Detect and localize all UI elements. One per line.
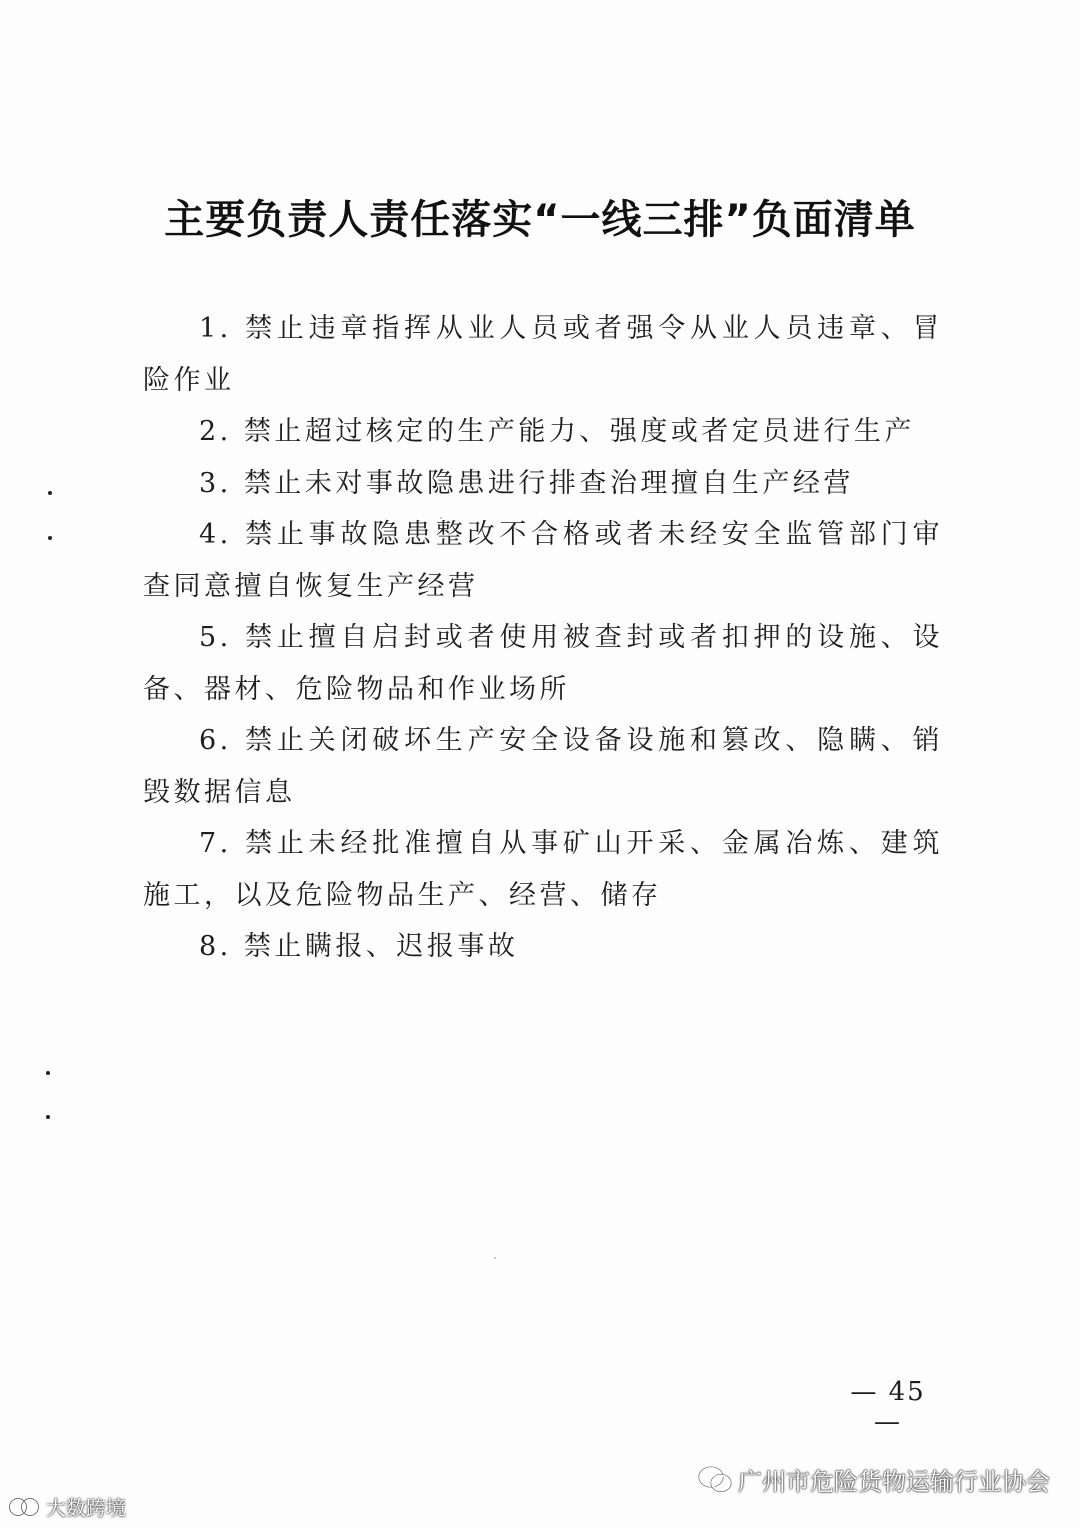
list-item-5: 5. 禁止擅自启封或者使用被查封或者扣押的设施、设备、器材、危险物品和作业场所 [143,622,943,705]
document-body [143,303,943,973]
binding-hole-mark [48,491,52,495]
list-item-6: 6. 禁止关闭破坏生产安全设备设施和篡改、隐瞒、销毁数据信息 [143,725,943,808]
watermark-left [8,1492,126,1521]
page-number: — 45 — [850,1377,926,1437]
watermark-right-text: 广州市危险货物运输行业协会 [738,1468,1050,1496]
binding-hole-mark [48,536,52,540]
watermark-right [698,1462,1050,1497]
scan-speck [440,517,442,519]
wechat-icon [698,1465,732,1495]
list-item-4: 4. 禁止事故隐患整改不合格或者未经安全监管部门审查同意擅自恢复生产经营 [143,519,943,602]
list-item-8: 8. 禁止瞒报、迟报事故 [199,931,519,962]
list-item-2: 2. 禁止超过核定的生产能力、强度或者定员进行生产 [199,416,915,447]
watermark-left-text: 大数跨境 [46,1496,126,1520]
logo-icon [8,1496,42,1518]
list-item-1: 1. 禁止违章指挥从业人员或者强令从业人员违章、冒险作业 [143,313,943,396]
list-item-3: 3. 禁止未对事故隐患进行排查治理擅自生产经营 [199,467,854,499]
scan-speck [494,1257,496,1259]
binding-hole-mark [46,1071,50,1075]
binding-hole-mark [46,1115,50,1119]
document-title: 主要负责人责任落实“一线三排”负面清单 [164,197,916,243]
list-item-7: 7. 禁止未经批准擅自从事矿山开采、金属冶炼、建筑施工，以及危险物品生产、经营、储存 [143,828,943,911]
